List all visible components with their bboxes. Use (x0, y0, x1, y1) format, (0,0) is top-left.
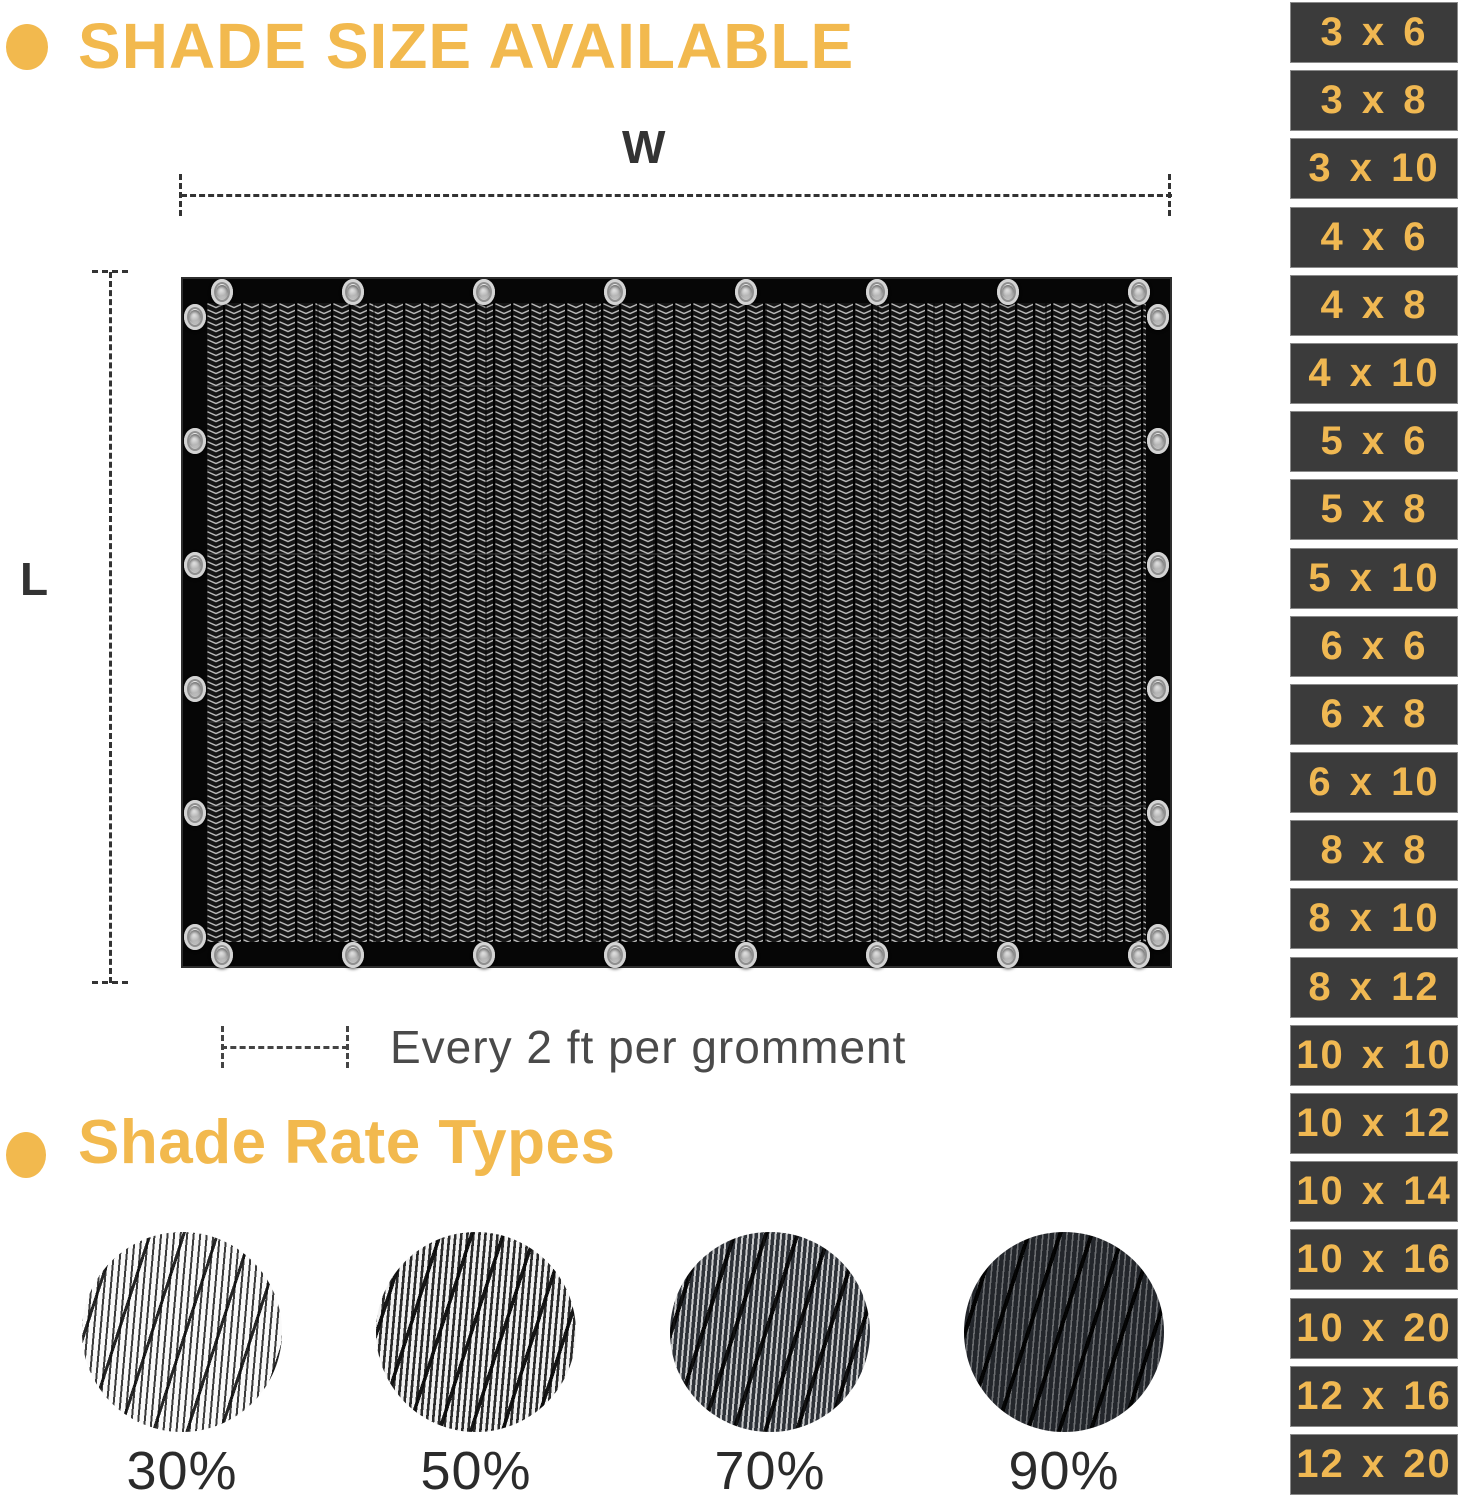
grommet-icon (1147, 800, 1169, 826)
grommet-icon (342, 279, 364, 305)
grommet-spacing-note: Every 2 ft per gromment (390, 1021, 907, 1073)
grommet-icon (1128, 942, 1150, 968)
width-dimension-line (181, 194, 1172, 197)
length-dimension-tick-bottom (92, 981, 128, 984)
bullet-dot-icon (6, 1132, 46, 1178)
grommet-icon (1128, 279, 1150, 305)
grommet-icon (866, 942, 888, 968)
size-option: 4 x 10 (1290, 343, 1458, 404)
grommet-icon (997, 279, 1019, 305)
shade-rate-row (82, 1232, 1378, 1500)
grommet-icon (735, 279, 757, 305)
shade-rate-item (376, 1232, 576, 1500)
size-option: 8 x 8 (1290, 820, 1458, 881)
shade-rate-swatch (964, 1232, 1164, 1432)
grommet-icon (184, 428, 206, 454)
size-option: 12 x 20 (1290, 1434, 1458, 1495)
shade-rate-percent: 90% (1008, 1441, 1120, 1500)
grommet-icon (604, 942, 626, 968)
grommet-icon (184, 924, 206, 950)
grommet-icon (735, 942, 757, 968)
length-dimension-label: L (20, 553, 49, 605)
size-option: 3 x 6 (1290, 2, 1458, 63)
grommet-icon (184, 552, 206, 578)
tarp (181, 277, 1172, 968)
grommet-icon (473, 279, 495, 305)
grommet-icon (211, 279, 233, 305)
grommet-icon (211, 942, 233, 968)
mesh-texture (207, 303, 1146, 942)
size-option: 10 x 20 (1290, 1298, 1458, 1359)
size-available-title: SHADE SIZE AVAILABLE (78, 10, 855, 82)
shade-rate-item (670, 1232, 870, 1500)
shade-rate-swatch (376, 1232, 576, 1432)
grommet-spacing-line (221, 1046, 348, 1049)
size-option: 5 x 10 (1290, 548, 1458, 609)
size-option: 10 x 14 (1290, 1161, 1458, 1222)
grommet-icon (997, 942, 1019, 968)
shade-rate-item (964, 1232, 1164, 1500)
width-dimension-label: W (622, 121, 666, 173)
grommet-icon (184, 676, 206, 702)
shade-rate-swatch (670, 1232, 870, 1432)
grommet-icon (184, 800, 206, 826)
size-list (1290, 2, 1458, 1500)
size-option: 10 x 10 (1290, 1025, 1458, 1086)
grommet-icon (1147, 304, 1169, 330)
size-option: 6 x 6 (1290, 616, 1458, 677)
shade-rate-item (82, 1232, 282, 1500)
shade-rate-title: Shade Rate Types (78, 1108, 616, 1177)
size-option: 3 x 8 (1290, 70, 1458, 131)
length-dimension-tick-top (92, 270, 128, 273)
grommet-icon (342, 942, 364, 968)
size-option: 5 x 8 (1290, 479, 1458, 540)
width-dimension-tick-left (179, 174, 182, 216)
grommet-icon (1147, 676, 1169, 702)
size-option: 10 x 12 (1290, 1093, 1458, 1154)
grommet-icon (1147, 924, 1169, 950)
shade-rate-percent: 50% (420, 1441, 532, 1500)
shade-rate-percent: 70% (714, 1441, 826, 1500)
size-option: 6 x 10 (1290, 752, 1458, 813)
grommet-icon (1147, 428, 1169, 454)
size-option: 8 x 12 (1290, 957, 1458, 1018)
grommet-icon (473, 942, 495, 968)
grommet-icon (1147, 552, 1169, 578)
size-option: 5 x 6 (1290, 411, 1458, 472)
shade-rate-percent: 30% (126, 1441, 238, 1500)
size-option: 12 x 16 (1290, 1366, 1458, 1427)
grommet-icon (604, 279, 626, 305)
grommet-icon (866, 279, 888, 305)
shade-rate-swatch (82, 1232, 282, 1432)
size-option: 10 x 16 (1290, 1229, 1458, 1290)
bullet-dot-icon (6, 24, 48, 70)
size-option: 8 x 10 (1290, 888, 1458, 949)
length-dimension-line (109, 272, 112, 983)
size-option: 4 x 6 (1290, 207, 1458, 268)
size-option: 6 x 8 (1290, 684, 1458, 745)
grommet-icon (184, 304, 206, 330)
size-option: 3 x 10 (1290, 138, 1458, 199)
size-option: 4 x 8 (1290, 275, 1458, 336)
width-dimension-tick-right (1168, 174, 1171, 216)
